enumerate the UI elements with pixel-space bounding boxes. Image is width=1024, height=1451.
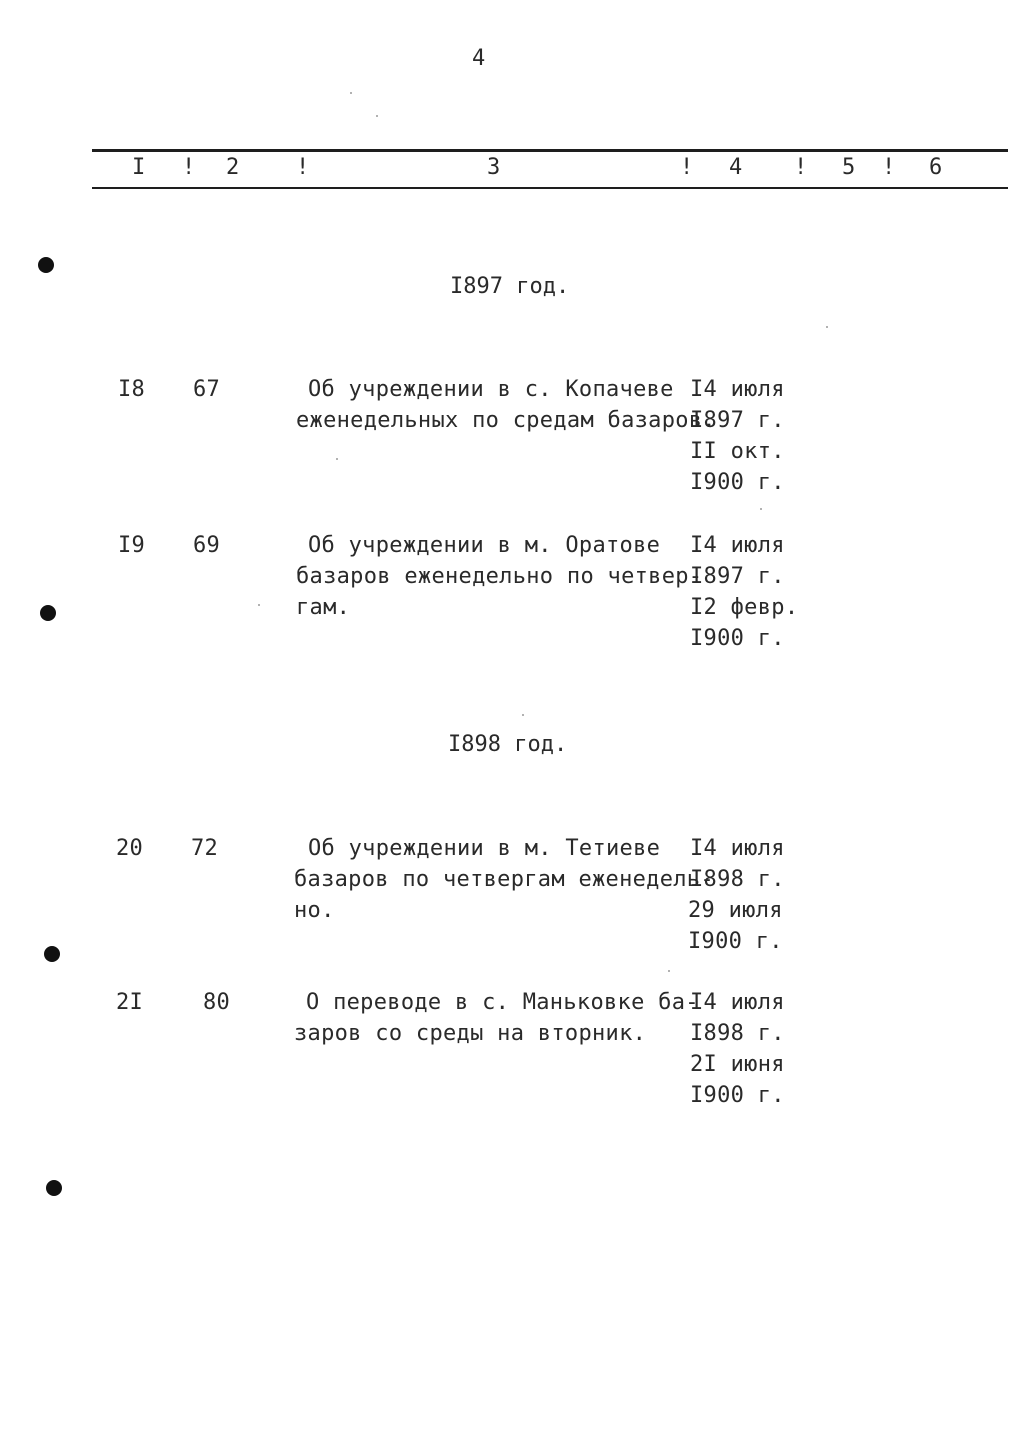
entry-date-line: I4 июля: [690, 836, 785, 861]
entry-file-number: 67: [193, 377, 221, 402]
header-rule-top: [92, 149, 1008, 152]
entry-title-line: Об учреждении в м. Тетиеве: [308, 836, 661, 861]
entry-file-number: 80: [203, 990, 231, 1015]
paper-speck: [522, 714, 524, 716]
column-header-3: 3: [487, 155, 501, 180]
page-number: 4: [472, 46, 486, 71]
header-rule-bottom: [92, 187, 1008, 189]
punch-hole: [40, 605, 56, 621]
entry-date-line: 2I июня: [690, 1052, 785, 1077]
entry-date-line: I2 февр.: [690, 595, 799, 620]
year-heading: I898 год.: [448, 732, 568, 757]
entry-date-line: I898 г.: [690, 867, 785, 892]
column-header-5: 5: [842, 155, 856, 180]
column-separator: !: [680, 155, 694, 180]
entry-title-line: О переводе в с. Маньковке ба-: [306, 990, 699, 1015]
entry-date-line: II окт.: [690, 439, 785, 464]
entry-date-line: I900 г.: [690, 626, 785, 651]
entry-number: 2I: [116, 990, 144, 1015]
column-separator: !: [296, 155, 310, 180]
entry-title-line: но.: [294, 898, 335, 923]
entry-date-line: 29 июля: [688, 898, 783, 923]
column-separator: !: [794, 155, 808, 180]
column-separator: !: [882, 155, 896, 180]
column-separator: !: [182, 155, 196, 180]
paper-speck: [350, 92, 352, 94]
entry-title-line: Об учреждении в с. Копачеве: [308, 377, 674, 402]
paper-speck: [376, 115, 378, 117]
paper-speck: [760, 508, 762, 510]
entry-title-line: заров со среды на вторник.: [294, 1021, 647, 1046]
year-heading: I897 год.: [450, 274, 570, 299]
entry-date-line: I897 г.: [690, 564, 785, 589]
entry-title-line: базаров по четвергам еженедель-: [294, 867, 714, 892]
entry-date-line: I4 июля: [690, 377, 785, 402]
column-header-4: 4: [729, 155, 743, 180]
entry-number: 20: [116, 836, 144, 861]
column-header-1: I: [132, 155, 146, 180]
entry-date-line: I900 г.: [688, 929, 783, 954]
paper-speck: [668, 970, 670, 972]
punch-hole: [46, 1180, 62, 1196]
entry-date-line: I898 г.: [690, 1021, 785, 1046]
paper-speck: [826, 326, 828, 328]
entry-number: I9: [118, 533, 146, 558]
entry-date-line: I900 г.: [690, 1083, 785, 1108]
entry-date-line: I897 г.: [690, 408, 785, 433]
punch-hole: [44, 946, 60, 962]
entry-file-number: 69: [193, 533, 221, 558]
paper-speck: [336, 458, 338, 460]
entry-date-line: I900 г.: [690, 470, 785, 495]
entry-date-line: I4 июля: [690, 990, 785, 1015]
entry-number: I8: [118, 377, 146, 402]
paper-speck: [258, 604, 260, 606]
entry-title-line: еженедельных по средам базаров.: [296, 408, 716, 433]
punch-hole: [38, 257, 54, 273]
entry-title-line: гам.: [296, 595, 351, 620]
entry-date-line: I4 июля: [690, 533, 785, 558]
column-header-2: 2: [226, 155, 240, 180]
entry-title-line: Об учреждении в м. Оратове: [308, 533, 661, 558]
column-header-6: 6: [929, 155, 943, 180]
entry-file-number: 72: [191, 836, 219, 861]
entry-title-line: базаров еженедельно по четвер-: [296, 564, 703, 589]
